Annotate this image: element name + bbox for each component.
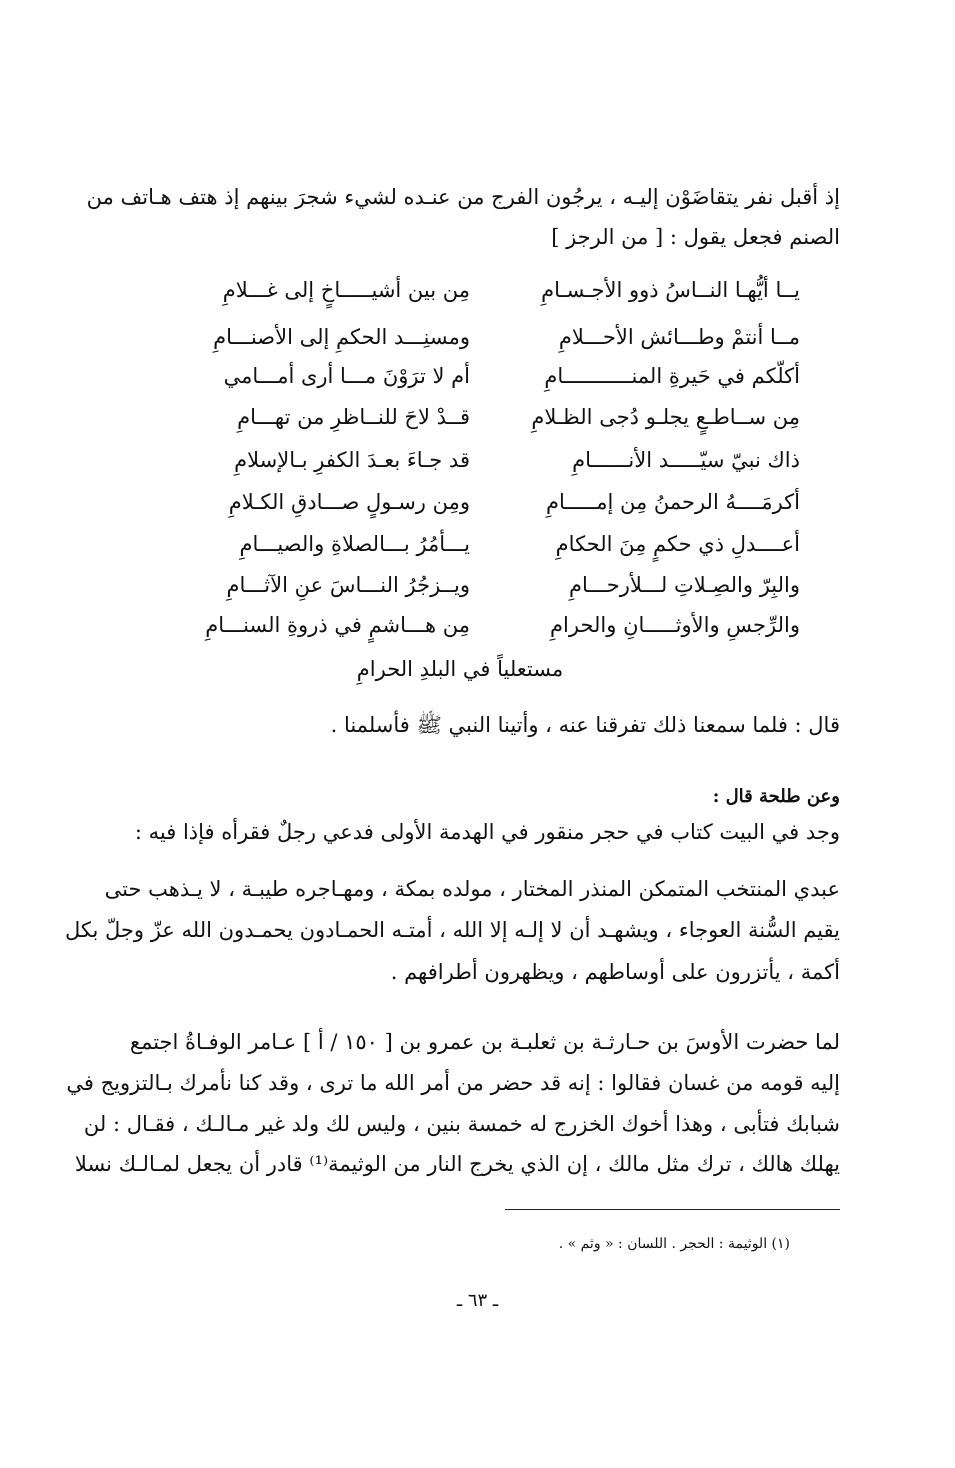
poem-hemistich-left: قد جـاءَ بعـدَ الكفرِ بـالإسلامِ	[234, 448, 470, 472]
poem-hemistich-right: يــا أيُّهـا النــاسُ ذوو الأجـسـامِ	[541, 278, 800, 302]
poem-hemistich-right: ذاك نبيّ سيّـــــد الأنــــــامِ	[572, 448, 800, 472]
inscription-line-2: يقيم السُّنة العوجاء ، ويشهـد أن لا إلـه إلا الله ، أمتـه الحمـادون يحمـدون الله عزّ وجلّ بكل	[65, 918, 840, 942]
poem-hemistich-left: يـــأمُرُ بـــالصلاةِ والصيـــامِ	[239, 532, 470, 556]
poem-hemistich-left: ومسنِـــد الحكمِ إلى الأصنـــامِ	[213, 325, 470, 349]
poem-hemistich-left: مِن هـــاشمٍ في ذروةِ السنـــامِ	[205, 613, 470, 637]
aws-line-2: إليه قومه من غسان فقالوا : إنه قد حضر من أمر الله ما ترى ، وقد كنا نأمرك بـالتزويج في	[66, 1071, 840, 1095]
poem-hemistich-right: أعــــدلِ ذي حكمٍ مِنَ الحكامِ	[555, 532, 800, 556]
talha-line: وجد في البيت كتاب في حجر منقور في الهدمة الأولى فدعي رجلٌ فقرأه فإذا فيه :	[134, 820, 840, 844]
poem-hemistich-right: والرِّجسِ والأوثـــــانِ والحرامِ	[550, 613, 800, 637]
footnote-rule	[505, 1209, 840, 1210]
poem-final-line: مستعلياً في البلدِ الحرامِ	[356, 657, 564, 681]
poem-hemistich-right: أكرمَــــهُ الرحمنُ مِن إمـــــامِ	[546, 490, 800, 514]
inscription-line-3: أكمة ، يأتزرون على أوساطهم ، ويظهرون أطرافهم .	[390, 960, 840, 984]
page-number: ـ ٦٣ ـ	[456, 1290, 499, 1311]
poem-verse	[200, 573, 800, 611]
poem-hemistich-left: ويــزجُرُ النـــاسَ عنِ الآثـــامِ	[226, 573, 470, 597]
aws-line-1: لما حضرت الأوسَ بن حـارثـة بن ثعلبـة بن عمرو بن [ ١٥٠ / أ ] عـامر الوفـاةُ اجتمع	[129, 1030, 840, 1054]
poem-hemistich-right: أكلّكم في حَيرةِ المنـــــــــــامِ	[544, 364, 800, 388]
after-poem-line: قال : فلما سمعنا ذلك تفرقنا عنه ، وأتينا النبي ﷺ فأسلمنا .	[330, 713, 840, 737]
poem-hemistich-left: ومِن رسـولٍ صـــادقِ الكـلامِ	[228, 490, 470, 514]
inscription-line-1: عبدي المنتخب المتمكن المنذر المختار ، مولده بمكة ، ومهـاجره طيبـة ، لا يـذهب حتى	[104, 877, 840, 901]
poem-hemistich-right: والبِرّ والصِـلاتِ لـــلأرحـــامِ	[568, 573, 800, 597]
poem-verse	[200, 325, 800, 363]
poem-hemistich-right: مِن ســاطـعٍ يجلـو دُجى الظـلامِ	[531, 405, 800, 429]
poem-verse	[200, 278, 800, 316]
poem-verse	[200, 490, 800, 528]
poem-hemistich-left: قــدْ لاحَ للنــاظرِ من تهـــامِ	[237, 405, 470, 429]
poem-hemistich-left: أم لا ترَوْنَ مـــا أرى أمـــامي	[223, 364, 470, 388]
poem-hemistich-left: مِن بين أشيـــــاخٍ إلى غـــلامِ	[222, 278, 470, 302]
aws-line-4: يهلك هالك ، ترك مثل مالك ، إن الذي يخرج النار من الوثيمة⁽¹⁾ قادر أن يجعل لمـالـك نسلا	[74, 1152, 840, 1176]
talha-heading: وعن طلحة قال :	[712, 786, 840, 807]
footnote: (١) الوثيمة : الحجر . اللسان : « وثم » .	[558, 1236, 790, 1252]
poem-verse	[200, 364, 800, 402]
intro-line-2: الصنم فجعل يقول : [ من الرجز ]	[551, 225, 840, 249]
poem-verse	[200, 448, 800, 486]
aws-line-3: شبابك فتأبى ، وهذا أخوك الخزرج له خمسة بنين ، وليس لك ولد غير مـالـك ، فقـال : لن	[83, 1112, 840, 1136]
poem-verse	[200, 405, 800, 443]
intro-line-1: إذ أقبل نفر يتقاضَوْن إليـه ، يرجُون الفرج من عنـده لشيء شجرَ بينهم إذ هتف هـاتف من	[86, 185, 840, 209]
poem-verse	[200, 532, 800, 570]
poem-hemistich-right: مــا أنتمْ وطـــائش الأحـــلامِ	[558, 325, 800, 349]
poem-verse	[200, 613, 800, 651]
